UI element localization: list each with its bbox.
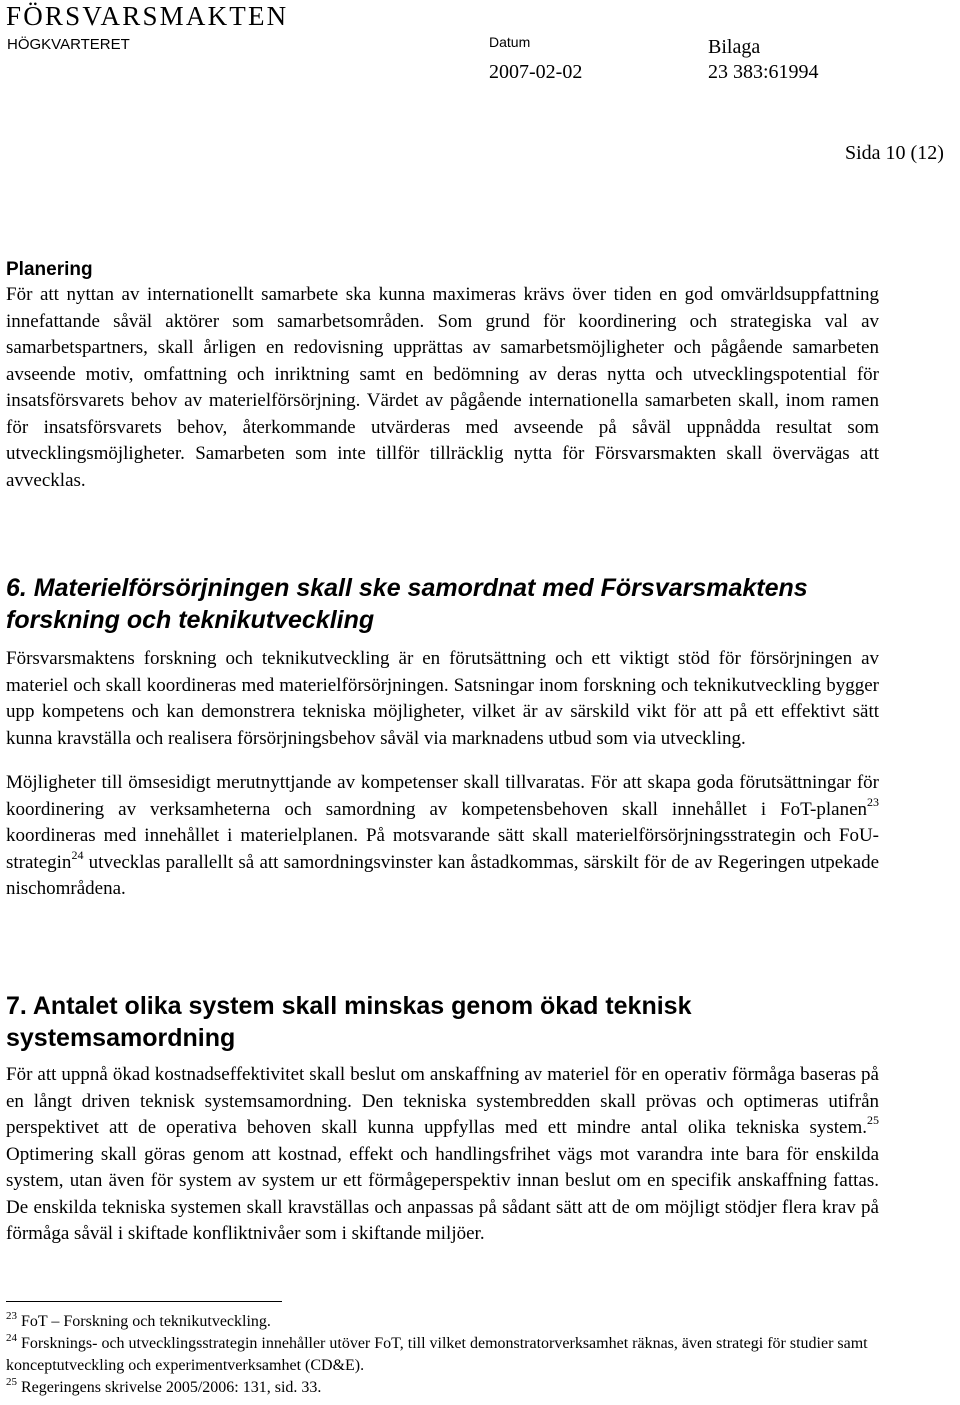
footnotes xyxy=(6,1311,879,1399)
section-7-paragraph-1-part-1: För att uppnå ökad kostnadseffektivitet skall beslut om anskaffning av materiel för en operativ förmåga baseras på en långt driven teknisk systemsamordning. Den tekniska systembredden skall prövas och optimeras utifrån perspektivet att de operativa behoven skall kunna uppfyllas med ett mindre antal olika tekniska system. xyxy=(6,1064,879,1138)
footnote-number: 24 xyxy=(6,1332,17,1344)
section-planering xyxy=(6,258,879,494)
section-7-body xyxy=(6,1062,879,1248)
document-date: 2007-02-02 xyxy=(489,61,583,83)
footnote-25 xyxy=(6,1377,879,1399)
section-6-paragraph-2-part-1: Möjligheter till ömsesidigt merutnyttjande av kompetenser skall tillvaratas. För att skapa goda förutsättningar för koordinering av verksamheterna och samordning av kompetensbehoven skall innehållet i FoT-planen xyxy=(6,772,879,820)
footnote-ref-24: 24 xyxy=(71,847,84,862)
organization-name: FÖRSVARSMAKTEN xyxy=(6,1,289,31)
footnote-ref-23: 23 xyxy=(867,794,879,809)
reference-number: 23 383:61994 xyxy=(708,61,819,83)
section-7-heading: 7. Antalet olika system skall minskas genom ökad teknisk systemsamordning xyxy=(6,992,692,1052)
footnote-24 xyxy=(6,1333,879,1377)
footnote-text: Regeringens skrivelse 2005/2006: 131, sid. 33. xyxy=(21,1379,322,1396)
footnote-23 xyxy=(6,1311,879,1333)
section-7-paragraph-1 xyxy=(6,1062,879,1248)
planering-body: För att nyttan av internationellt samarbete ska kunna maximeras krävs över tiden en god omvärldsuppfattning innefattande såväl aktörer som samarbetsområden. Som grund för koordinering och strategiska val av samarbetspartners, skall årligen en redovisning upprättas av samarbetsmöjligheter och pågående samarbeten avseende motiv, omfattning och inriktning samt en bedömning av deras nytta och utvecklingspotential för insatsförsvarets behov av materielförsörjning. Värdet av pågående internationella samarbeten skall, inom ramen för insatsförsvarets behov, återkommande utvärderas med avseende på såväl uppnådda resultat som utvecklingsmöjligheter. Samarbeten som inte tillför tillräcklig nytta för Försvarsmakten skall övervägas att avvecklas. xyxy=(6,284,879,491)
attachment-label: Bilaga xyxy=(708,36,761,58)
footnote-text: Forsknings- och utvecklingsstrategin innehåller utöver FoT, till vilket demonstratorverksamhet räknas, även strategi för studier samt konceptutveckling och experimentverksamhet (CD&E). xyxy=(6,1335,868,1374)
section-6-paragraph-2 xyxy=(6,770,879,903)
footnote-text: FoT – Forskning och teknikutveckling. xyxy=(21,1313,271,1330)
footnote-divider xyxy=(6,1301,282,1302)
planering-heading: Planering xyxy=(6,259,93,280)
page-number: Sida 10 (12) xyxy=(845,142,944,164)
date-label: Datum xyxy=(489,34,531,50)
section-6-paragraph-2-part-2: koordineras med innehållet i materielplanen. På motsvarande sätt skall materielförsörjningsstrategin och FoU-strategin xyxy=(6,825,879,873)
section-6-heading: 6. Materielförsörjningen skall ske samordnat med Försvarsmaktens forskning och teknikutveckling xyxy=(6,574,808,634)
footnote-ref-25: 25 xyxy=(867,1113,879,1127)
section-6-paragraph-1: Försvarsmaktens forskning och teknikutveckling är en förutsättning och ett viktigt stöd för försörjningen av materiel och skall koordineras med materielförsörjningen. Satsningar inom forskning och teknikutveckling bygger upp kompetens och kan demonstrera tekniska möjligheter, vilket är av särskild vikt för att på ett effektivt sätt kunna kravställa och realisera försörjningsbehov såväl via marknadens utbud som via utveckling. xyxy=(6,648,879,749)
section-6-paragraph-2-part-3: utvecklas parallellt så att samordningsvinster kan åstadkommas, särskilt för de av Regeringen utpekade nischområdena. xyxy=(6,851,879,899)
section-7-paragraph-1-part-2: Optimering skall göras genom att kostnad, effekt och handlingsfrihet vägs mot varandra inte bara för enskilda system, utan även för system av system ur ett förmågeperspektiv innan beslut om en specifik anskaffning fattas. De enskilda tekniska systemen skall kravställas och anpassas på sådant sätt att de om möjligt stödjer flera krav på förmåga såväl i skiftade konfliktnivåer som i skiftande miljöer. xyxy=(6,1143,879,1244)
footnote-number: 23 xyxy=(6,1310,17,1322)
unit-name: HÖGKVARTERET xyxy=(7,36,130,53)
section-6-body xyxy=(6,646,879,903)
footnote-number: 25 xyxy=(6,1376,17,1388)
